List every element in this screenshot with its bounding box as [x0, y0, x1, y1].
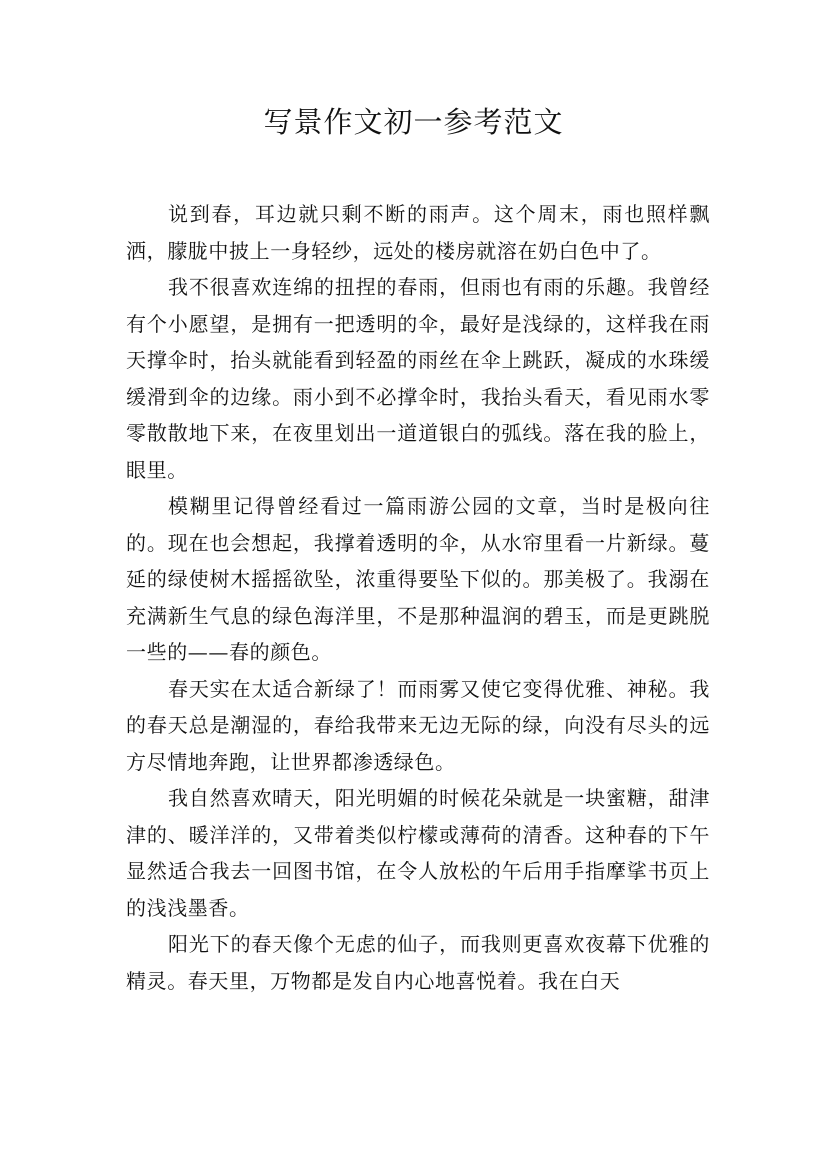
document-body — [126, 196, 710, 999]
document-title: 写景作文初一参考范文 — [263, 105, 564, 139]
paragraph-5: 我自然喜欢晴天，阳光明媚的时候花朵就是一块蜜糖，甜津津的、暖洋洋的，又带着类似柠檬或薄荷的清香。这种春的下午显然适合我去一回图书馆，在令人放松的午后用手指摩挲书页上的浅浅墨香。 — [126, 786, 710, 920]
paragraph-4: 春天实在太适合新绿了！而雨雾又使它变得优雅、神秘。我的春天总是潮湿的，春给我带来无边无际的绿，向没有尽头的远方尽情地奔跑，让世界都渗透绿色。 — [126, 676, 710, 774]
paragraph-2: 我不很喜欢连绵的扭捏的春雨，但雨也有雨的乐趣。我曾经有个小愿望，是拥有一把透明的伞，最好是浅绿的，这样我在雨天撑伞时，抬头就能看到轻盈的雨丝在伞上跳跃，凝成的水珠缓缓滑到伞的边缘。雨小到不必撑伞时，我抬头看天，看见雨水零零散散地下来，在夜里划出一道道银白的弧线。落在我的脸上，眼里。 — [126, 275, 710, 482]
paragraph-3: 模糊里记得曾经看过一篇雨游公园的文章，当时是极向往的。现在也会想起，我撑着透明的伞，从水帘里看一片新绿。蔓延的绿使树木摇摇欲坠，浓重得要坠下似的。那美极了。我溺在充满新生气息的绿色海洋里，不是那种温润的碧玉，而是更跳脱一些的——春的颜色。 — [126, 494, 710, 664]
paragraph-6: 阳光下的春天像个无虑的仙子，而我则更喜欢夜幕下优雅的精灵。春天里，万物都是发自内心地喜悦着。我在白天 — [126, 932, 710, 993]
paragraph-1: 说到春，耳边就只剩不断的雨声。这个周末，雨也照样飘洒，朦胧中披上一身轻纱，远处的楼房就溶在奶白色中了。 — [126, 202, 710, 263]
